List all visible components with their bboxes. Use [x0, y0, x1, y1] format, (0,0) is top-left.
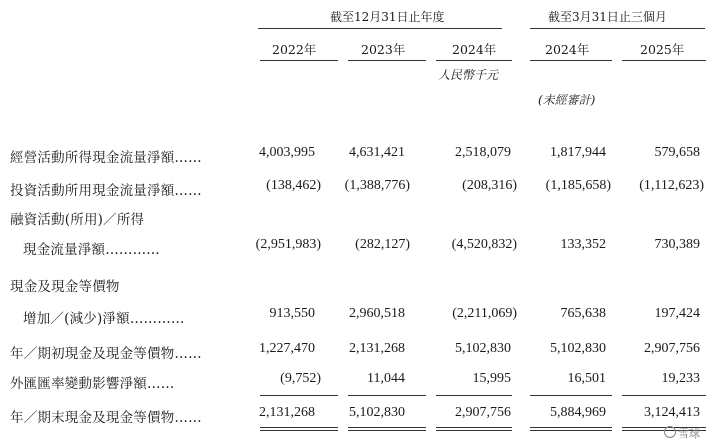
cell-value: 5,102,830 [550, 341, 606, 356]
cell-value: 730,389 [654, 237, 700, 252]
unit-label: 人民幣千元 [438, 68, 499, 82]
row-label: 外匯匯率變動影響淨額…… [10, 376, 175, 392]
cell-value: (282,127) [355, 237, 410, 252]
row-label: 年／期末現金及現金等價物…… [10, 410, 202, 426]
cell-value: (1,388,776) [344, 178, 410, 193]
cell-value: 2,907,756 [455, 405, 511, 420]
cell-value: 11,044 [367, 371, 405, 386]
cell-value: (1,112,623) [639, 178, 704, 193]
row-label: 年／期初現金及現金等價物…… [10, 346, 202, 362]
year-rule [348, 60, 426, 61]
cell-value: (9,752) [280, 371, 321, 386]
year-rule [530, 60, 612, 61]
total-double-rule [436, 430, 512, 431]
watermark-text: 雪球 [678, 427, 700, 440]
year-header: 2024年 [545, 42, 590, 57]
cell-value: 5,102,830 [455, 341, 511, 356]
subtotal-rule [260, 395, 338, 396]
unaudited-label: (未經審計) [538, 93, 596, 107]
cell-value: 765,638 [560, 306, 606, 321]
cell-value: 2,960,518 [349, 306, 405, 321]
cell-value: 197,424 [654, 306, 700, 321]
subtotal-rule [348, 395, 426, 396]
cell-value: 2,131,268 [259, 405, 315, 420]
cell-value: (2,951,983) [255, 237, 321, 252]
cell-value: (2,211,069) [452, 306, 517, 321]
cell-value: 5,102,830 [349, 405, 405, 420]
cell-value: 913,550 [269, 306, 315, 321]
total-double-rule [348, 430, 426, 431]
cell-value: 4,631,421 [349, 145, 405, 160]
header-group-q1: 截至3月31日止三個月 [548, 10, 667, 24]
cell-value: 16,501 [567, 371, 606, 386]
cell-value: 1,227,470 [259, 341, 315, 356]
row-label: 現金及現金等價物 [10, 279, 120, 295]
total-double-rule [260, 427, 338, 428]
row-label: 增加／(減少)淨額………… [23, 311, 185, 327]
total-double-rule [260, 430, 338, 431]
row-label: 現金流量淨額………… [23, 242, 160, 258]
row-label: 融資活動(所用)／所得 [10, 212, 145, 228]
cell-value: (4,520,832) [451, 237, 517, 252]
cell-value: 5,884,969 [550, 405, 606, 420]
cell-value: 15,995 [472, 371, 511, 386]
year-rule [436, 60, 512, 61]
total-double-rule [436, 427, 512, 428]
snowball-logo-icon [664, 426, 676, 438]
year-header: 2024年 [452, 42, 497, 57]
cell-value: 2,518,079 [455, 145, 511, 160]
cell-value: 2,131,268 [349, 341, 405, 356]
year-rule [260, 60, 338, 61]
year-rule [622, 60, 706, 61]
total-double-rule [530, 427, 612, 428]
year-header: 2025年 [640, 42, 685, 57]
cell-value: (138,462) [266, 178, 321, 193]
cell-value: (208,316) [462, 178, 517, 193]
year-header: 2023年 [361, 42, 406, 57]
row-label: 經營活動所得現金流量淨額…… [10, 150, 202, 166]
row-label: 投資活動所用現金流量淨額…… [10, 183, 202, 199]
total-double-rule [530, 430, 612, 431]
cell-value: (1,185,658) [545, 178, 611, 193]
cell-value: 19,233 [661, 371, 700, 386]
cell-value: 579,658 [654, 145, 700, 160]
subtotal-rule [622, 395, 706, 396]
subtotal-rule [436, 395, 512, 396]
year-header: 2022年 [272, 42, 317, 57]
total-double-rule [348, 427, 426, 428]
header-rule-q1 [530, 28, 705, 29]
header-rule-fy [258, 28, 502, 29]
cell-value: 4,003,995 [259, 145, 315, 160]
cell-value: 3,124,413 [644, 405, 700, 420]
cell-value: 1,817,944 [550, 145, 606, 160]
cell-value: 2,907,756 [644, 341, 700, 356]
header-group-fy: 截至12月31日止年度 [330, 10, 445, 24]
watermark [664, 425, 700, 441]
cell-value: 133,352 [560, 237, 606, 252]
subtotal-rule [530, 395, 612, 396]
